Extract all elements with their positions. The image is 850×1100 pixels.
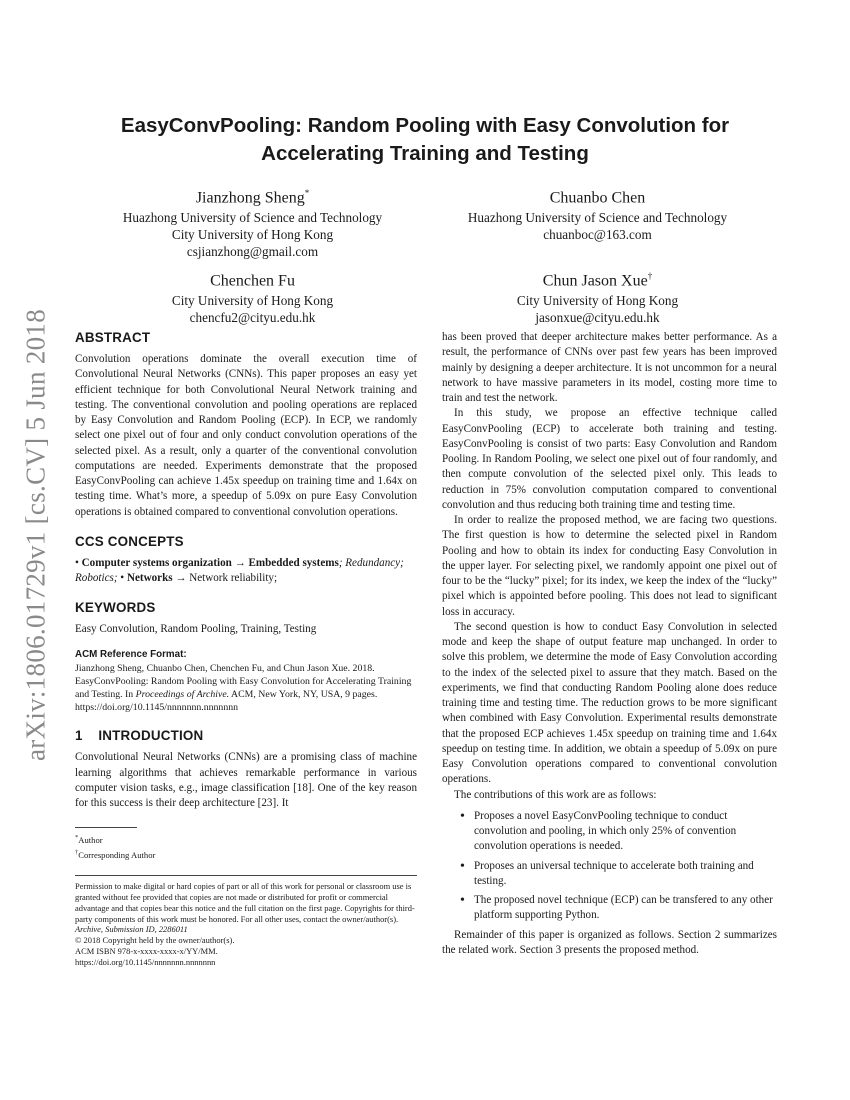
- keywords-heading: KEYWORDS: [75, 600, 156, 616]
- reference-format-heading: ACM Reference Format:: [75, 648, 187, 660]
- permission-notice: Permission to make digital or hard copies of part or all of this work for personal or classroom use is granted without fee provided that copies are not made or distributed for profit or commercial advantage and that copies bear this notice and the full citation on the first page. Copyrights for third-party components of this work must be honored. For all other uses, contact the owner/author(s).: [75, 881, 415, 924]
- paragraph: has been proved that deeper architecture makes better performance. As a result, the performance of CNNs over past few years has been improved mainly by designing a deeper architecture. It is not uncommon for a neural network to have massive parameters in its model, costing more time to train and test the network.: [442, 331, 777, 404]
- keywords-text: Easy Convolution, Random Pooling, Training, Testing: [75, 623, 317, 636]
- author-block-4: [440, 266, 755, 326]
- list-item: • Proposes an universal technique to accelerate both training and testing.: [474, 859, 777, 890]
- ccs-item-1-rest: ; Redundancy; Robotics;: [75, 556, 404, 584]
- contributions-list: [442, 809, 777, 924]
- author-name: Jianzhong Sheng*: [195, 188, 310, 207]
- copyright-line: © 2018 Copyright held by the owner/author(s).: [75, 935, 235, 946]
- paragraph: In order to realize the proposed method, we are facing two questions. The first question is how to determine the selected pixel in Random Pooling and how to obtain its index for conducting Easy Convolution in the upper layer. For selecting pixel, we randomly appoint one pixel out of four to be the “lucky” pixel; for its index, we keep the index of the “lucky” pixel which is appointed before pooling. This does not lead to significant loss in accuracy.: [442, 514, 777, 618]
- paragraph: In this study, we propose an effective technique called EasyConvPooling (ECP) to accelerate both training and testing. EasyConvPooling is consist of two parts: Easy Convolution and Random Pooling. In Random Pooling, we select one pixel out of four randomly, and then compute convolution of the selected pixel only. This leads to reduction in 75% convolution computation compared to conventional convolution and thus reducing both training time and testing time.: [442, 407, 777, 511]
- author-email[interactable]: chencfu2@cityu.edu.hk: [189, 310, 316, 326]
- author-block-3: [95, 266, 410, 326]
- permission-divider: [75, 875, 417, 876]
- submission-venue: Archive, Submission ID, 2286011: [75, 924, 188, 935]
- ccs-heading: CCS CONCEPTS: [75, 533, 184, 549]
- footnote-divider: [75, 827, 137, 828]
- reference-format-text: Jianzhong Sheng, Chuanbo Chen, Chenchen Fu, and Chun Jason Xue. 2018. EasyConvPooling: Random Pooling with Easy Convolution for Accelerating Training and Testing. In Proceedings of Archive. ACM, New York, NY, USA, 9 pages. https://doi.org/10.1145/nnnnnnn.nnnnnnn: [75, 662, 412, 714]
- list-item: • The proposed novel technique (ECP) can be transfered to any other platform supporting Python.: [474, 893, 777, 924]
- abstract-heading: ABSTRACT: [75, 330, 151, 345]
- author-block-1: [95, 183, 410, 260]
- list-item: • Proposes a novel EasyConvPooling technique to conduct convolution and pooling, in which only 25% of convention convolution operations is needed.: [474, 809, 777, 855]
- arxiv-stamp-text: arXiv:1806.01729v1 [cs.CV] 5 Jun 2018: [20, 308, 51, 762]
- author-affiliation: Huazhong University of Science and Technology: [122, 210, 383, 226]
- isbn-line: ACM ISBN 978-x-xxxx-xxxx-x/YY/MM.: [75, 946, 218, 957]
- ccs-item-1: Computer systems organization: [81, 556, 232, 569]
- right-column: [442, 330, 777, 958]
- paper-title: EasyConvPooling: Random Pooling with Easy Convolution for Accelerating Training and Testing: [120, 114, 730, 165]
- introduction-text: Convolutional Neural Networks (CNNs) are a promising class of machine learning algorithms that achieves remarkable performance in various computer vision tasks, e.g., image classification [18]. One of the key reason for this success is their deep architecture [23]. It: [75, 751, 417, 810]
- introduction-heading: 1 INTRODUCTION: [75, 728, 204, 744]
- ccs-arrow: →: [234, 556, 246, 569]
- author-affiliation: City University of Hong Kong: [171, 293, 334, 309]
- left-column: [75, 330, 417, 968]
- paragraph: The second question is how to conduct Easy Convolution in selected mode and keep the shape of output feature map unchanged. In order to solve this problem, we determine the mode of Easy Convolution according to the index of the selected pixel to assure that they match. Based on the experiments, we find that conducting Random Pooling alone does reduce training time and testing time. The reduction grows to be more significant when combined with Easy Convolution. Experimental results demonstrate that the proposed ECP achieves 1.45x speedup on training time and 1.64x speedup on testing time. In addition, we obtain a speedup of 5.09x on pure Easy Convolution operations compared to conventional convolution operations.: [442, 620, 777, 786]
- author-email[interactable]: chuanboc@163.com: [543, 227, 652, 243]
- author-name: Chuanbo Chen: [549, 189, 646, 207]
- ccs-item-2: Networks: [126, 572, 173, 584]
- author-affiliation: City University of Hong Kong: [171, 227, 334, 243]
- ccs-concepts: • Computer systems organization → Embedded systems; Redundancy; Robotics; • Networks → Network reliability;: [75, 556, 404, 584]
- paragraph: Remainder of this paper is organized as follows. Section 2 summarizes the related work. Section 3 presents the proposed method.: [442, 928, 777, 956]
- abstract-text: Convolution operations dominate the overall execution time of Convolutional Neural Networks (CNNs). This paper proposes an easy yet efficient technique for both Convolutional Neural Network training and testing. The conventional convolution and pooling operations are replaced by Easy Convolution and Random Pooling (ECP). In ECP, we randomly select one pixel out of four and only conduct convolution operations of the selected pixel. As a result, only a quarter of the conventional convolution computations are needed. Experiments demonstrate that the proposed EasyConvPooling can achieve 1.45x speedup on training time and 1.64x on testing time. What’s more, a speedup of 5.09x on pure Easy Convolution operations is obtained compared to conventional convolution operations.: [75, 353, 417, 518]
- paragraph: The contributions of this work are as follows:: [454, 788, 657, 801]
- footnote-author: *Author: [75, 834, 103, 846]
- ccs-item-2-target: Network reliability;: [189, 572, 278, 584]
- author-block-2: [440, 183, 755, 243]
- footnote-corresponding: †Corresponding Author: [75, 848, 156, 860]
- author-affiliation: Huazhong University of Science and Technology: [467, 210, 728, 226]
- ccs-item-1-target: Embedded systems: [248, 556, 339, 569]
- author-email[interactable]: jasonxue@cityu.edu.hk: [535, 310, 660, 326]
- ccs-arrow: →: [175, 572, 187, 584]
- author-email[interactable]: csjianzhong@gmail.com: [186, 244, 319, 260]
- author-name: Chun Jason Xue†: [542, 271, 653, 290]
- doi-link[interactable]: https://doi.org/10.1145/nnnnnnn.nnnnnnn: [75, 956, 216, 967]
- author-name: Chenchen Fu: [210, 272, 295, 290]
- author-affiliation: City University of Hong Kong: [516, 293, 679, 309]
